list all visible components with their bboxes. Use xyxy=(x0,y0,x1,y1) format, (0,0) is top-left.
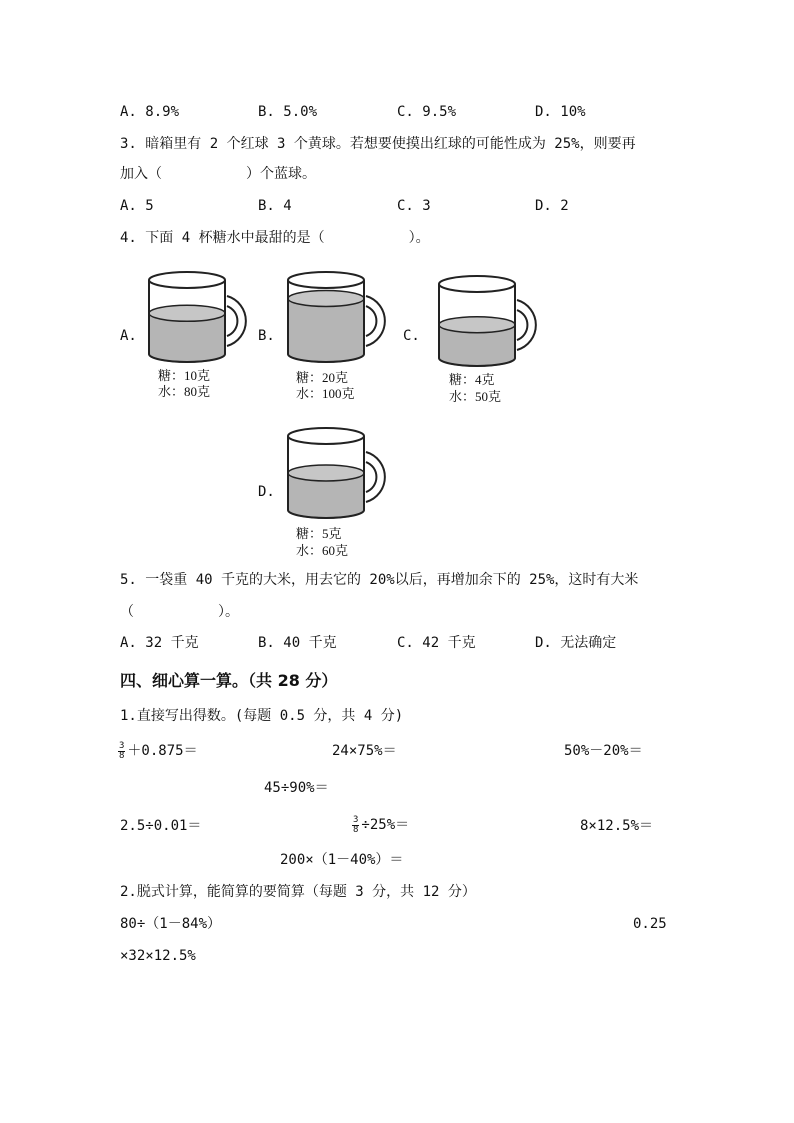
calc-item-f: $\frac{3}{8}$ ÷25%＝ xyxy=(353,814,410,835)
calc-item-a: $\frac{3}{8}$ ＋0.875＝ xyxy=(119,740,198,761)
q4-option-a-letter[interactable]: A. xyxy=(120,328,137,344)
fraction: $\frac{3}{8}$ xyxy=(353,814,359,835)
cup-handle xyxy=(227,296,246,346)
part1-title: 1.直接写出得数。(每题 0.5 分，共 4 分) xyxy=(120,708,404,724)
cup-liquid-surface xyxy=(439,317,515,333)
q4-option-d-letter[interactable]: D. xyxy=(258,484,275,500)
cup-c-water-label: 水：50克 xyxy=(449,389,502,404)
cup-b-water-label: 水：100克 xyxy=(296,386,355,401)
fraction: $\frac{3}{8}$ xyxy=(119,740,125,761)
q2-option-b[interactable]: B. 5.0% xyxy=(258,104,318,120)
cup-d xyxy=(284,424,394,520)
q5-option-b[interactable]: B. 40 千克 xyxy=(258,635,337,651)
cup-handle-inner xyxy=(366,306,376,336)
cup-liquid xyxy=(288,299,364,363)
q2-option-d[interactable]: D. 10% xyxy=(535,104,586,120)
q3-stem-line1: 3. 暗箱里有 2 个红球 3 个黄球。若想要使摸出红球的可能性成为 25%，则要再 xyxy=(120,136,636,152)
cup-rim xyxy=(149,272,225,288)
q5-stem-line2: （ ）。 xyxy=(120,604,239,620)
q4-option-c-letter[interactable]: C. xyxy=(403,328,420,344)
cup-handle-inner xyxy=(366,462,376,492)
simplify-item-b-part2: ×32×12.5% xyxy=(120,948,196,964)
cup-liquid-surface xyxy=(288,465,364,481)
q5-option-c[interactable]: C. 42 千克 xyxy=(397,635,476,651)
cup-d-water-label: 水：60克 xyxy=(296,543,349,558)
q5-stem-line1: 5. 一袋重 40 千克的大米，用去它的 20%以后，再增加余下的 25%，这时有大米 xyxy=(120,572,639,588)
part2-title: 2.脱式计算，能简算的要简算（每题 3 分，共 12 分） xyxy=(120,884,476,900)
cup-handle-inner xyxy=(517,310,527,340)
q5-option-a[interactable]: A. 32 千克 xyxy=(120,635,199,651)
calc-item-c: 50%－20%＝ xyxy=(564,743,643,759)
q4-stem: 4. 下面 4 杯糖水中最甜的是（ ）。 xyxy=(120,230,430,246)
q3-option-d[interactable]: D. 2 xyxy=(535,198,569,214)
calc-item-d: 45÷90%＝ xyxy=(264,780,329,796)
cup-b xyxy=(284,268,394,364)
q2-option-a[interactable]: A. 8.9% xyxy=(120,104,180,120)
q3-option-b[interactable]: B. 4 xyxy=(258,198,292,214)
calc-item-h: 200×（1－40%）＝ xyxy=(280,852,404,868)
cup-handle-inner xyxy=(227,306,237,336)
cup-rim xyxy=(439,276,515,292)
cup-liquid-surface xyxy=(149,305,225,321)
calc-item-e: 2.5÷0.01＝ xyxy=(120,818,202,834)
section-4-title: 四、细心算一算。（共 28 分） xyxy=(120,671,338,690)
q5-option-d[interactable]: D. 无法确定 xyxy=(535,635,617,651)
cup-a-sugar-label: 糖：10克 xyxy=(158,368,211,383)
simplify-item-b-part1: 0.25 xyxy=(633,916,667,932)
cup-b-sugar-label: 糖：20克 xyxy=(296,370,349,385)
q4-option-b-letter[interactable]: B. xyxy=(258,328,275,344)
q2-option-c[interactable]: C. 9.5% xyxy=(397,104,457,120)
cup-c xyxy=(435,272,545,368)
cup-rim xyxy=(288,272,364,288)
cup-handle xyxy=(366,296,385,346)
cup-liquid-surface xyxy=(288,291,364,307)
q3-stem-line2: 加入（ ）个蓝球。 xyxy=(120,166,316,182)
cup-handle xyxy=(517,300,536,350)
simplify-item-a: 80÷（1－84%） xyxy=(120,916,222,932)
calc-item-b: 24×75%＝ xyxy=(332,743,397,759)
cup-c-sugar-label: 糖：4克 xyxy=(449,372,495,387)
cup-handle xyxy=(366,452,385,502)
cup-rim xyxy=(288,428,364,444)
cup-a xyxy=(145,268,255,364)
cup-a-water-label: 水：80克 xyxy=(158,384,211,399)
calc-item-g: 8×12.5%＝ xyxy=(580,818,654,834)
cup-d-sugar-label: 糖：5克 xyxy=(296,526,342,541)
q3-option-a[interactable]: A. 5 xyxy=(120,198,154,214)
q3-option-c[interactable]: C. 3 xyxy=(397,198,431,214)
